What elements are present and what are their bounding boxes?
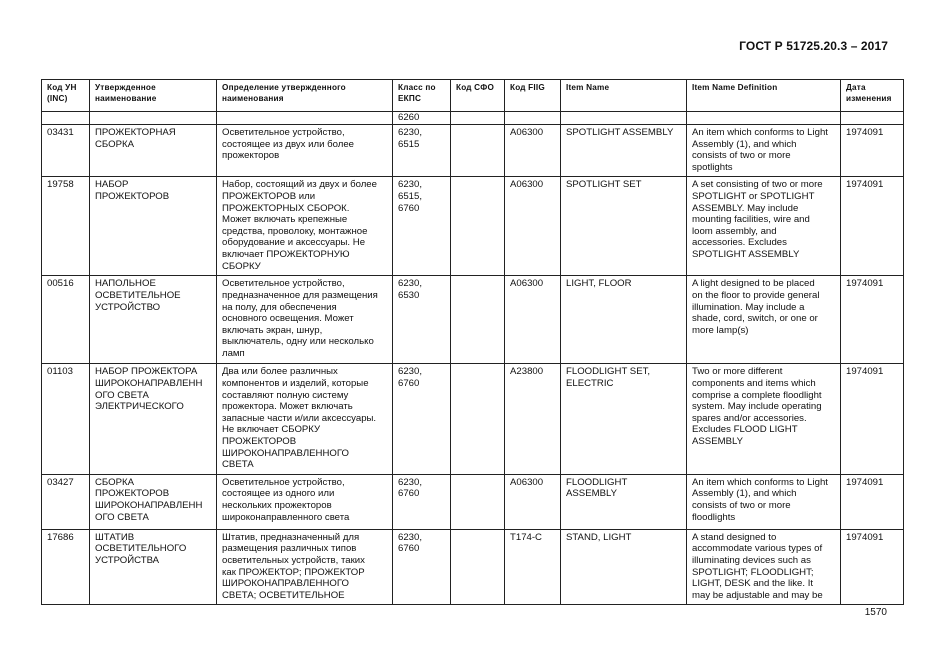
table-cell	[451, 112, 505, 125]
table-row	[42, 276, 904, 364]
continuation-row	[42, 112, 904, 125]
cell-ekps: 6230, 6760	[393, 364, 451, 474]
col-header-sfo: Код СФО	[451, 80, 505, 112]
cell-ekps: 6230, 6530	[393, 276, 451, 364]
cell-ekps: 6230, 6760	[393, 529, 451, 605]
col-header-inc: Код УН (INC)	[42, 80, 90, 112]
document-id: ГОСТ Р 51725.20.3 – 2017	[739, 39, 888, 53]
cell-name-ru: ШТАТИВ ОСВЕТИТЕЛЬНОГО УСТРОЙСТВА	[90, 529, 217, 605]
cell-date: 1974091	[841, 474, 904, 529]
table-cell	[505, 112, 561, 125]
table-cell	[687, 112, 841, 125]
col-header-item-name: Item Name	[561, 80, 687, 112]
cell-item-definition: A stand designed to accommodate various types of illuminating devices such as SPOTLIGHT; FLOODLIGHT; LIGHT, DESK and the like. It may be adjustable and may be	[687, 529, 841, 605]
cell-item-name: SPOTLIGHT ASSEMBLY	[561, 125, 687, 177]
cell-date: 1974091	[841, 125, 904, 177]
col-header-date: Дата изменения	[841, 80, 904, 112]
table-cell: 6260	[393, 112, 451, 125]
table-row	[42, 529, 904, 605]
cell-fiig: А06300	[505, 177, 561, 276]
cell-name-ru: НАБОР ПРОЖЕКТОРОВ	[90, 177, 217, 276]
cell-name-ru: НАПОЛЬНОЕ ОСВЕТИТЕЛЬНОЕ УСТРОЙСТВО	[90, 276, 217, 364]
cell-sfo	[451, 364, 505, 474]
cell-definition-ru: Осветительное устройство, предназначенное для размещения на полу, для обеспечения основного освещения. Может включать экран, шнур, выключатель, одну или несколько ламп	[217, 276, 393, 364]
cell-date: 1974091	[841, 276, 904, 364]
cell-item-name: STAND, LIGHT	[561, 529, 687, 605]
col-header-name-ru: Утвержденное наименование	[90, 80, 217, 112]
cell-item-definition: A light designed to be placed on the floor to provide general illumination. May include a shade, cord, switch, or one or more lamp(s)	[687, 276, 841, 364]
cell-date: 1974091	[841, 364, 904, 474]
cell-sfo	[451, 177, 505, 276]
cell-definition-ru: Два или более различных компонентов и изделий, которые составляют полную систему прожектора. Может включать запасные части и/или аксессуары. Не включает СБОРКУ ПРОЖЕКТОРОВ ШИРОКОНАПРАВЛЕННОГО СВЕТА	[217, 364, 393, 474]
cell-item-definition: A set consisting of two or more SPOTLIGHT or SPOTLIGHT ASSEMBLY. May include mounting facilities, wire and loom assembly, and accessories. Excludes SPOTLIGHT ASSEMBLY	[687, 177, 841, 276]
cell-ekps: 6230, 6515	[393, 125, 451, 177]
table-header-row	[42, 80, 904, 112]
cell-item-definition: Two or more different components and items which comprise a complete floodlight system. May include operating spares and/or accessories. Excludes FLOOD LIGHT ASSEMBLY	[687, 364, 841, 474]
col-header-definition-ru: Определение утвержденного наименования	[217, 80, 393, 112]
cell-item-definition: An item which conforms to Light Assembly (1), and which consists of two or more floodlights	[687, 474, 841, 529]
cell-item-name: LIGHT, FLOOR	[561, 276, 687, 364]
table-cell	[841, 112, 904, 125]
cell-name-ru: НАБОР ПРОЖЕКТОРА ШИРОКОНАПРАВЛЕНН ОГО СВЕТА ЭЛЕКТРИЧЕСКОГО	[90, 364, 217, 474]
cell-sfo	[451, 276, 505, 364]
item-table	[41, 79, 904, 605]
cell-inc: 00516	[42, 276, 90, 364]
cell-date: 1974091	[841, 177, 904, 276]
cell-item-name: FLOODLIGHT ASSEMBLY	[561, 474, 687, 529]
cell-inc: 19758	[42, 177, 90, 276]
cell-date: 1974091	[841, 529, 904, 605]
cell-ekps: 6230, 6760	[393, 474, 451, 529]
cell-fiig: T174-C	[505, 529, 561, 605]
cell-item-name: SPOTLIGHT SET	[561, 177, 687, 276]
cell-sfo	[451, 474, 505, 529]
table-row	[42, 125, 904, 177]
col-header-item-definition: Item Name Definition	[687, 80, 841, 112]
cell-ekps: 6230, 6515, 6760	[393, 177, 451, 276]
cell-fiig: А06300	[505, 125, 561, 177]
table-row	[42, 364, 904, 474]
cell-name-ru: ПРОЖЕКТОРНАЯ СБОРКА	[90, 125, 217, 177]
cell-definition-ru: Осветительное устройство, состоящее из одного или нескольких прожекторов широконаправленного света	[217, 474, 393, 529]
cell-sfo	[451, 529, 505, 605]
cell-fiig: А06300	[505, 276, 561, 364]
cell-name-ru: СБОРКА ПРОЖЕКТОРОВ ШИРОКОНАПРАВЛЕНН ОГО СВЕТА	[90, 474, 217, 529]
cell-inc: 01103	[42, 364, 90, 474]
table-cell	[42, 112, 90, 125]
col-header-ekps: Класс по ЕКПС	[393, 80, 451, 112]
cell-item-definition: An item which conforms to Light Assembly (1), and which consists of two or more spotlights	[687, 125, 841, 177]
cell-definition-ru: Штатив, предназначенный для размещения различных типов осветительных устройств, таких как ПРОЖЕКТОР; ПРОЖЕКТОР ШИРОКОНАПРАВЛЕННОГО СВЕТА; ОСВЕТИТЕЛЬНОЕ	[217, 529, 393, 605]
cell-inc: 03427	[42, 474, 90, 529]
cell-definition-ru: Осветительное устройство, состоящее из двух или более прожекторов	[217, 125, 393, 177]
cell-sfo	[451, 125, 505, 177]
table-cell	[561, 112, 687, 125]
table-row	[42, 177, 904, 276]
col-header-fiig: Код FIIG	[505, 80, 561, 112]
cell-inc: 17686	[42, 529, 90, 605]
cell-fiig: А23800	[505, 364, 561, 474]
table-cell	[90, 112, 217, 125]
table-cell	[217, 112, 393, 125]
cell-definition-ru: Набор, состоящий из двух и более ПРОЖЕКТОРОВ или ПРОЖЕКТОРНЫХ СБОРОК. Может включать крепежные средства, проволоку, монтажное оборудование и аксессуары. Не включает ПРОЖЕКТОРНУЮ СБОРКУ	[217, 177, 393, 276]
cell-item-name: FLOODLIGHT SET, ELECTRIC	[561, 364, 687, 474]
table-row	[42, 474, 904, 529]
cell-fiig: А06300	[505, 474, 561, 529]
page-number: 1570	[864, 607, 887, 618]
cell-inc: 03431	[42, 125, 90, 177]
